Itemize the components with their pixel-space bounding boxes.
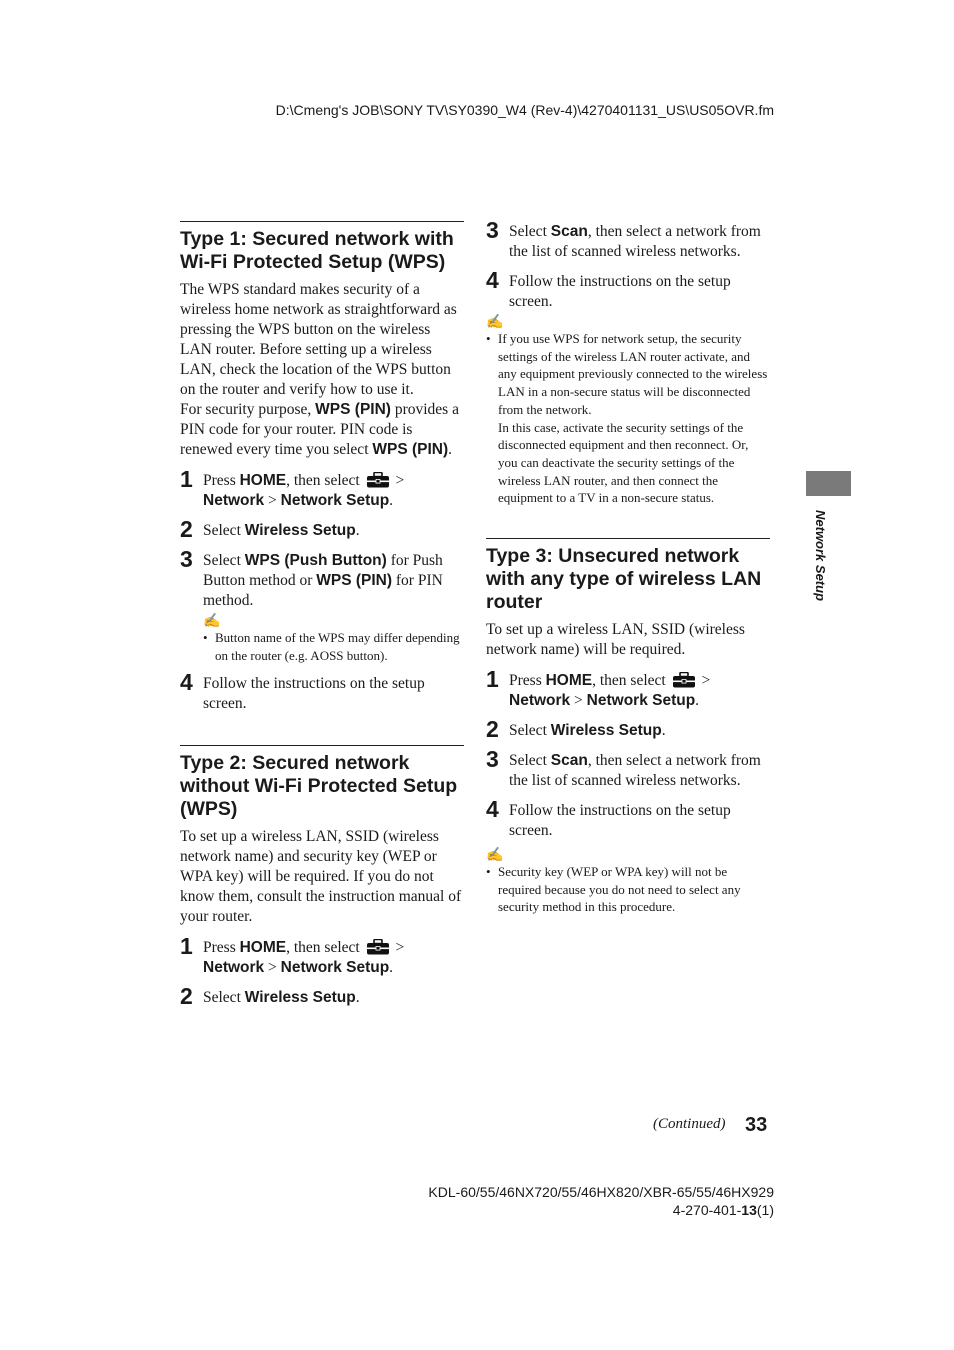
step-number: 4 (180, 669, 193, 696)
type1-step-2: 2 Select Wireless Setup. (180, 516, 360, 542)
type2-step-2: 2 Select Wireless Setup. (180, 983, 360, 1010)
type2-heading: Type 2: Secured network without Wi-Fi Protected Setup (WPS) (180, 752, 458, 821)
step-number: 2 (180, 516, 193, 542)
step-number: 4 (486, 267, 499, 293)
pencil-note-icon: ✍ (486, 848, 504, 864)
type3-heading: Type 3: Unsecured network with any type of wireless LAN router (486, 545, 762, 614)
type1-security-note: For security purpose, WPS (PIN) provides a PIN code for your router. PIN code is renewed every time you select WPS (PIN). (180, 401, 459, 458)
file-path-header: D:\Cmeng's JOB\SONY TV\SY0390_W4 (Rev-4)\4270401131_US\US05OVR.fm (275, 102, 774, 118)
type3-step-2: 2 Select Wireless Setup. (486, 716, 666, 743)
step-number: 2 (180, 983, 193, 1010)
document-code: 4-270-401-13(1) (672, 1202, 774, 1218)
type1-step-4: 4 Follow the instructions on the setup screen. (180, 669, 425, 713)
step-number: 4 (486, 796, 499, 823)
type1-step-3: 3 Select WPS (Push Button) for Push Button method or WPS (PIN) for PIN method. ✍ • Button name of the WPS may differ depending on the router (e.g. AOSS button). (180, 551, 464, 664)
type2-section (180, 745, 464, 1008)
type2-intro: To set up a wireless LAN, SSID (wireless network name) and security key (WEP or WPA key) will be required. If you do not know them, consult the instruction manual of your router. (180, 828, 462, 926)
toolbox-icon (366, 939, 390, 955)
step-number: 3 (486, 217, 499, 243)
step-number: 3 (486, 746, 499, 773)
side-tab-label: Network Setup (813, 510, 828, 602)
type1-step-1: 1 Press HOME, then select > Network > Network Setup. (180, 466, 405, 509)
type3-step-1: 1 Press HOME, then select > Network > Network Setup. (486, 666, 711, 710)
type2-step-1: 1 Press HOME, then select > Network > Network Setup. (180, 933, 405, 977)
type1-heading: Type 1: Secured network with Wi-Fi Protected Setup (WPS) (180, 228, 454, 273)
type1-intro: The WPS standard makes security of a wireless home network as straightforward as pressing the WPS button on the wireless LAN router. Before setting up a wireless LAN, check the location of the WPS button on the router and verify how to use it. (180, 281, 457, 398)
type3-step-4: 4 Follow the instructions on the setup screen. (486, 796, 731, 840)
type3-step-3: 3 Select Scan, then select a network from the list of scanned wireless networks. (486, 746, 761, 790)
step-number: 1 (486, 666, 499, 693)
type1-step3-note: • Button name of the WPS may differ depending on the router (e.g. AOSS button). (203, 630, 460, 663)
step-number: 1 (180, 466, 193, 492)
toolbox-icon (672, 672, 696, 688)
model-numbers: KDL-60/55/46NX720/55/46HX820/XBR-65/55/46HX929 (428, 1184, 774, 1200)
pencil-note-icon: ✍ (203, 614, 221, 629)
type3-section (486, 538, 770, 916)
type2-step-4: 4 Follow the instructions on the setup screen. (486, 267, 731, 310)
toolbox-icon (366, 472, 390, 488)
page-number: 33 (745, 1114, 768, 1136)
wps-security-note: • If you use WPS for network setup, the security settings of the wireless LAN router activate, and any equipment previously connected to the wireless LAN in a non-secure status will be disconnected from the network. In this case, activate the security settings of the disconnected equipment and then reconnect. Or, you can deactivate the security settings of the wireless LAN router, and then connect the equipment to a TV in a non-secure status. (486, 331, 768, 506)
step-number: 1 (180, 933, 193, 960)
type2-step-3: 3 Select Scan, then select a network from the list of scanned wireless networks. (486, 217, 761, 260)
step-number: 2 (486, 716, 499, 743)
left-column (180, 221, 464, 1008)
section-tab-marker (806, 471, 851, 496)
type3-note: • Security key (WEP or WPA key) will not be required because you do not need to select any security method in this procedure. (486, 864, 741, 915)
right-column (486, 216, 770, 916)
type3-intro: To set up a wireless LAN, SSID (wireless network name) will be required. (486, 621, 745, 659)
continued-label: (Continued) (653, 1116, 726, 1132)
type1-section (180, 221, 464, 714)
pencil-note-icon: ✍ (486, 315, 504, 330)
step-number: 3 (180, 546, 193, 572)
